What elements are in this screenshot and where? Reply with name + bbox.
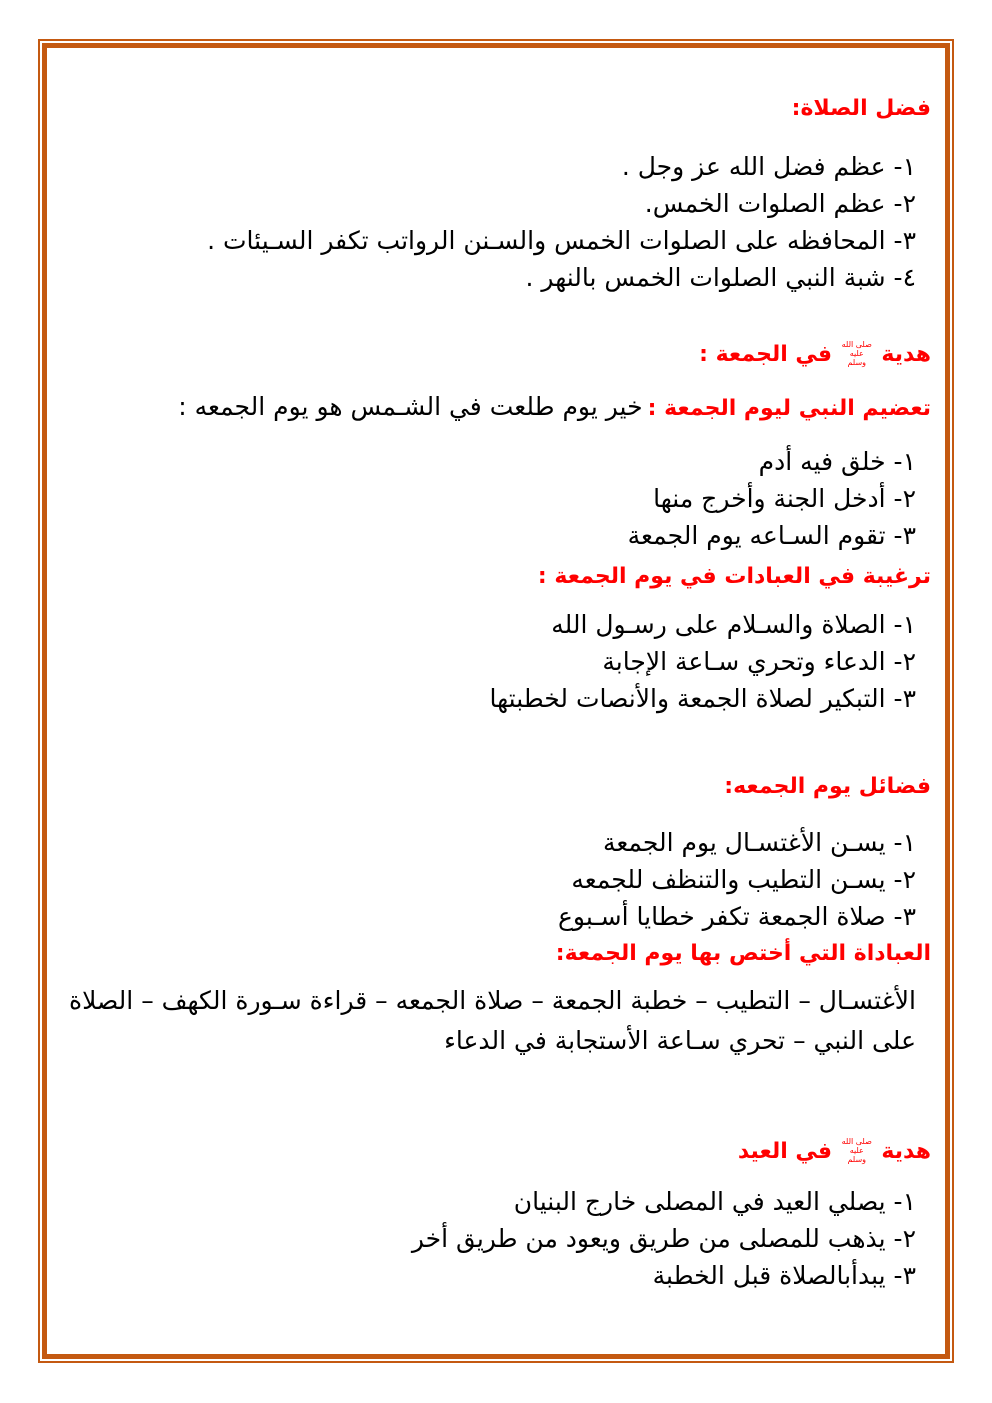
heading-encouraged-worship-friday: ترغيبة في العبادات في يوم الجمعة : (537, 564, 931, 589)
section-friday-virtues (67, 772, 931, 1061)
pbuh-calligraphy-mark: صلى الله عليه وسلم (841, 340, 872, 367)
list-item: ١- يسـن الأغتسـال يوم الجمعة (602, 828, 916, 857)
list-item: ١- يصلي العيد في المصلى خارج البنيان (513, 1187, 916, 1216)
list-item: ٢- يسـن التطيب والتنظف للجمعه (571, 865, 916, 894)
heading-friday-virtues: فضائل يوم الجمعه: (724, 774, 931, 799)
heading-virtue-of-prayer: فضل الصلاة: (791, 96, 931, 121)
list-item: ٣- صلاة الجمعة تكفر خطايا أسـبوع (557, 902, 916, 931)
page-border-outer (38, 39, 954, 1363)
heading-text-pre: هدية (881, 1139, 931, 1164)
subheading-label: تعضيم النبي ليوم الجمعة : (647, 396, 931, 421)
list-friday-virtues (67, 824, 931, 935)
section-guidance-eid (67, 1137, 931, 1294)
pbuh-calligraphy-mark: صلى الله عليه وسلم (841, 1137, 872, 1164)
list-item: ٣- المحافظه على الصلوات الخمس والسـنن الرواتب تكفر السـيئات . (207, 226, 916, 255)
list-encouraged-worship-friday (67, 606, 931, 717)
heading-guidance-eid (67, 1137, 931, 1167)
list-item: ٢- أدخل الجنة وأخرج منها (653, 484, 916, 513)
subheading-line-friday-best-day (67, 388, 931, 429)
list-item: ٢- عظم الصلوات الخمس. (644, 189, 916, 218)
heading-text-post: في العيد (737, 1139, 833, 1164)
list-item: ٢- الدعاء وتحري سـاعة الإجابة (602, 647, 916, 676)
heading-guidance-friday (67, 340, 931, 370)
list-item: ٣- يبدأبالصلاة قبل الخطبة (652, 1261, 916, 1290)
heading-friday-specific-worship: العباداة التي أختص بها يوم الجمعة: (555, 941, 931, 966)
list-item: ٤- شبة النبي الصلوات الخمس بالنهر . (525, 263, 916, 292)
list-item: ١- عظم فضل الله عز وجل . (621, 152, 916, 181)
section-virtue-of-prayer (67, 94, 931, 296)
list-friday-best-day (67, 443, 931, 554)
list-guidance-eid (67, 1183, 931, 1294)
heading-text-post: في الجمعة : (699, 342, 833, 367)
list-item: ١- الصلاة والسـلام على رسـول الله (551, 610, 916, 639)
paragraph-friday-specific-worship: الأغتسـال – التطيب – خطبة الجمعة – صلاة الجمعه – قراءة سـورة الكهف – الصلاة على النبي – تحري سـاعة الأستجابة في الدعاء (68, 986, 916, 1055)
list-item: ٣- التبكير لصلاة الجمعة والأنصات لخطبتها (489, 684, 916, 713)
list-item: ١- خلق فيه أدم (758, 447, 916, 476)
list-item: ٣- تقوم السـاعه يوم الجمعة (627, 521, 916, 550)
subheading-text: خير يوم طلعت في الشـمس هو يوم الجمعه : (178, 392, 643, 421)
list-item: ٢- يذهب للمصلى من طريق ويعود من طريق أخر (411, 1224, 916, 1253)
document-content (47, 48, 945, 1294)
heading-text-pre: هدية (881, 342, 931, 367)
section-guidance-friday (67, 340, 931, 717)
list-virtue-of-prayer (67, 148, 931, 296)
page-border-inner (42, 43, 950, 1359)
